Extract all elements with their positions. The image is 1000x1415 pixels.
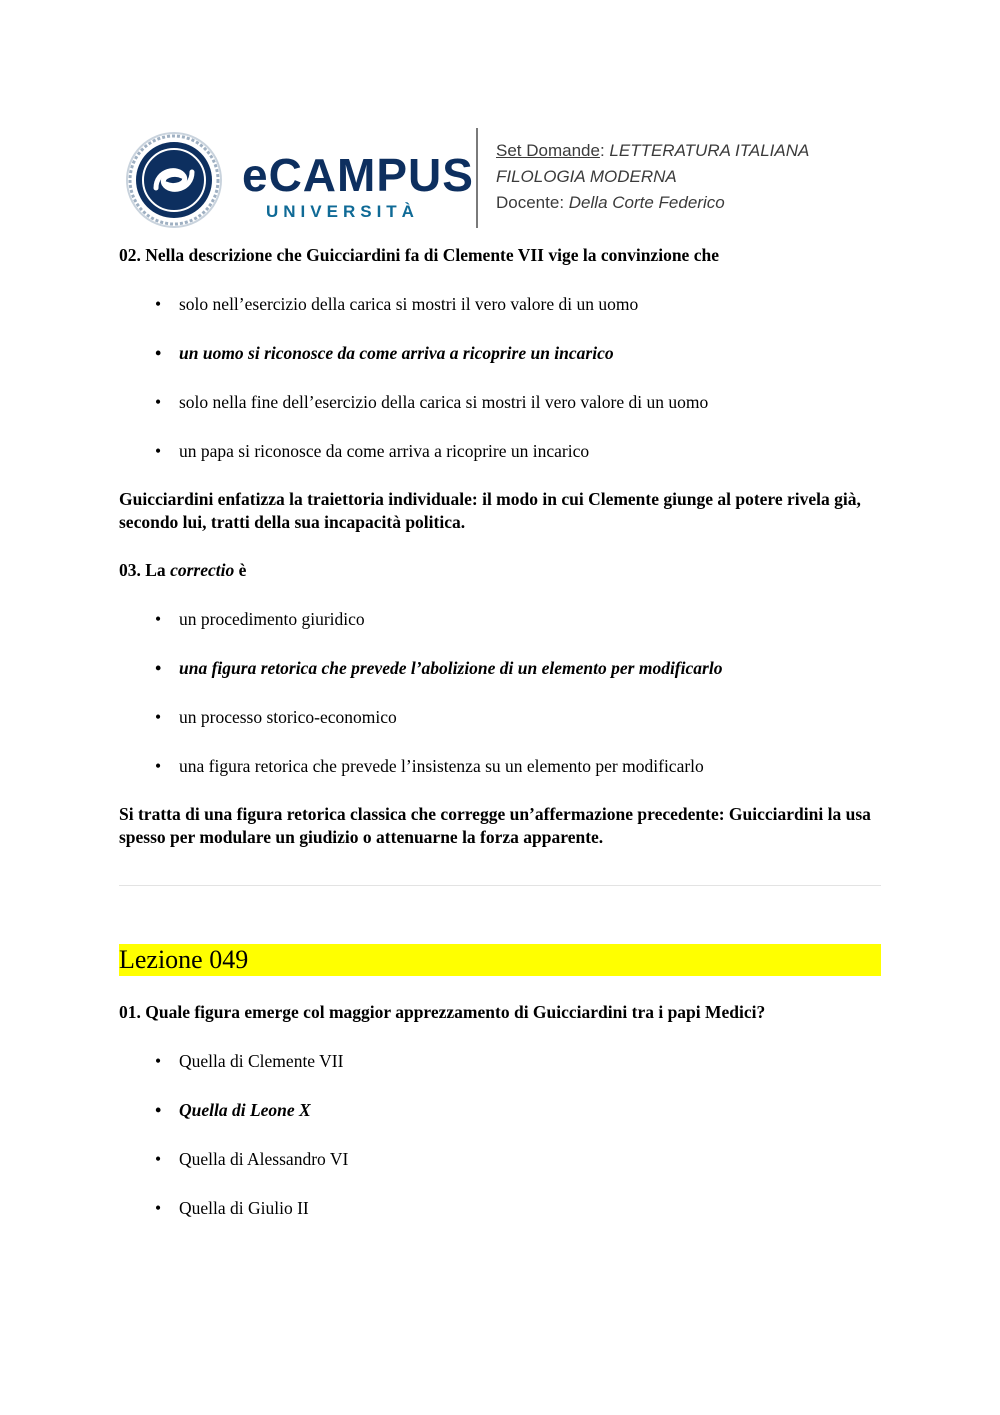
set-label: Set Domande bbox=[496, 141, 600, 160]
option-text: un procedimento giuridico bbox=[179, 609, 365, 629]
course-line2: FILOLOGIA MODERNA bbox=[496, 167, 677, 186]
option-text: solo nella fine dell’esercizio della carica si mostri il vero valore di un uomo bbox=[179, 392, 709, 412]
answer-option bbox=[119, 391, 881, 413]
answer-option bbox=[119, 1148, 881, 1170]
option-text: un uomo si riconosce da come arriva a ricoprire un incarico bbox=[179, 343, 614, 363]
option-text: Quella di Clemente VII bbox=[179, 1051, 344, 1071]
answer-option bbox=[119, 1050, 881, 1072]
question-title-post: è bbox=[234, 560, 247, 580]
answer-option bbox=[119, 706, 881, 728]
answer-option bbox=[119, 1197, 881, 1219]
bullet-icon: • bbox=[155, 658, 162, 678]
answer-explanation: Guicciardini enfatizza la traiettoria individuale: il modo in cui Clemente giunge al potere rivela già, secondo lui, tratti della sua incapacità politica. bbox=[119, 489, 861, 532]
teacher-name: Della Corte Federico bbox=[568, 193, 725, 212]
teacher-line bbox=[496, 190, 809, 216]
bullet-icon: • bbox=[155, 343, 162, 363]
bullet-icon: • bbox=[155, 756, 162, 776]
bullet-icon: • bbox=[155, 1100, 162, 1120]
teacher-label: Docente bbox=[496, 193, 560, 212]
question-title: 01. Quale figura emerge col maggior apprezzamento di Guicciardini tra i papi Medici? bbox=[119, 1002, 766, 1022]
option-text: una figura retorica che prevede l’insistenza su un elemento per modificarlo bbox=[179, 756, 704, 776]
question-term: correctio bbox=[170, 560, 235, 580]
bullet-icon: • bbox=[155, 441, 162, 461]
set-separator: : bbox=[599, 141, 610, 160]
answer-option-correct bbox=[119, 342, 881, 364]
option-text: Quella di Alessandro VI bbox=[179, 1149, 349, 1169]
answer-option-correct bbox=[119, 657, 881, 679]
lesson-heading: Lezione 049 bbox=[119, 944, 881, 976]
answer-option bbox=[119, 755, 881, 777]
header-info bbox=[496, 138, 809, 216]
answer-option-correct bbox=[119, 1099, 881, 1121]
answer-option bbox=[119, 608, 881, 630]
option-text: Quella di Giulio II bbox=[179, 1198, 309, 1218]
bullet-icon: • bbox=[155, 609, 162, 629]
logo-wordmark: eCAMPUS bbox=[242, 149, 474, 201]
answer-options bbox=[119, 293, 881, 462]
document-header bbox=[126, 128, 886, 230]
course-line1: LETTERATURA ITALIANA bbox=[609, 141, 810, 160]
question-title bbox=[119, 559, 881, 581]
answer-options bbox=[119, 608, 881, 777]
answer-options bbox=[119, 1050, 881, 1219]
question-title: 02. Nella descrizione che Guicciardini fa di Clemente VII vige la convinzione che bbox=[119, 245, 719, 265]
teacher-separator: : bbox=[559, 193, 569, 212]
option-text: solo nell’esercizio della carica si mostri il vero valore di un uomo bbox=[179, 294, 639, 314]
bullet-icon: • bbox=[155, 707, 162, 727]
header-divider bbox=[476, 128, 478, 228]
set-line bbox=[496, 138, 809, 164]
answer-option bbox=[119, 440, 881, 462]
option-text: Quella di Leone X bbox=[179, 1100, 311, 1120]
answer-explanation: Si tratta di una figura retorica classica che corregge un’affermazione precedente: Guicciardini la usa spesso per modulare un giudizio o attenuarne la forza apparente. bbox=[119, 804, 871, 847]
option-text: un papa si riconosce da come arriva a ricoprire un incarico bbox=[179, 441, 590, 461]
bullet-icon: • bbox=[155, 294, 162, 314]
bullet-icon: • bbox=[155, 1198, 162, 1218]
bullet-icon: • bbox=[155, 1149, 162, 1169]
option-text: una figura retorica che prevede l’abolizione di un elemento per modificarlo bbox=[179, 658, 723, 678]
section-divider bbox=[119, 885, 881, 886]
course-line bbox=[496, 164, 809, 190]
question-title-pre: 03. La bbox=[119, 560, 171, 580]
answer-option bbox=[119, 293, 881, 315]
document-body bbox=[119, 244, 881, 1219]
bullet-icon: • bbox=[155, 1051, 162, 1071]
ecampus-seal-icon bbox=[126, 132, 222, 228]
option-text: un processo storico-economico bbox=[179, 707, 397, 727]
bullet-icon: • bbox=[155, 392, 162, 412]
logo-subtitle: UNIVERSITÀ bbox=[266, 202, 419, 221]
